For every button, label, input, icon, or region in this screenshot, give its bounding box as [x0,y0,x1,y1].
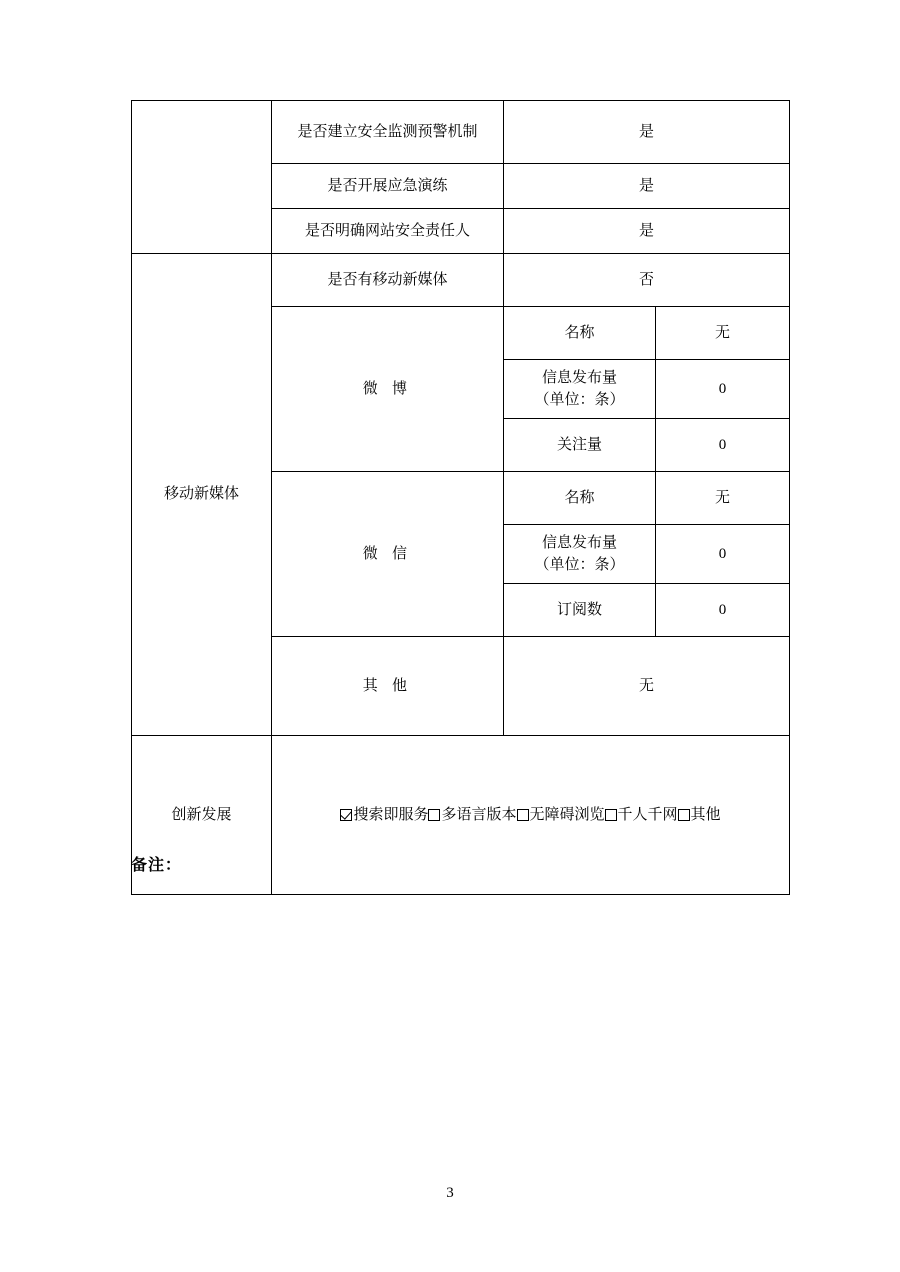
innovation-option-2-label: 无障碍浏览 [529,806,605,823]
other-media-label: 其 他 [272,637,504,736]
innovation-option-3-label: 千人千网 [617,806,678,823]
weibo-item-1-name [504,360,656,419]
checkbox-empty-icon[interactable] [517,809,529,821]
security-row-0-value: 是 [504,101,790,164]
page-number: 3 [446,1185,454,1201]
weibo-item-0-value: 无 [656,307,790,360]
innovation-options-cell [272,736,790,895]
weixin-label: 微 信 [272,472,504,637]
other-media-value: 无 [504,637,790,736]
innovation-option-4-label: 其他 [690,806,721,823]
weixin-item-1-name-line1: 信息发布量 [541,534,617,551]
security-row-1-label: 是否开展应急演练 [272,164,504,209]
weixin-item-1-value: 0 [656,525,790,584]
innovation-option-3[interactable] [605,804,678,827]
innovation-option-1-label: 多语言版本 [441,806,517,823]
weibo-item-1-name-line2: （单位：条） [534,392,625,408]
weixin-item-0-value: 无 [656,472,790,525]
innovation-option-1[interactable] [428,804,516,827]
weibo-item-1-name-line1: 信息发布量 [541,369,617,386]
security-row-1-value: 是 [504,164,790,209]
innovation-option-4[interactable] [678,804,721,827]
weibo-item-1-value: 0 [656,360,790,419]
weixin-item-2-value: 0 [656,584,790,637]
remark-label: 备注： [131,857,182,874]
weixin-item-1-name-line2: （单位：条） [534,557,625,573]
table-row [132,101,790,164]
weixin-item-2-name: 订阅数 [504,584,656,637]
annual-report-table [131,100,790,895]
security-row-0-label: 是否建立安全监测预警机制 [272,101,504,164]
checkbox-empty-icon[interactable] [678,809,690,821]
innovation-option-2[interactable] [517,804,605,827]
innovation-option-0[interactable] [340,804,428,827]
security-section-label-cell [132,101,272,254]
checkbox-empty-icon[interactable] [428,809,440,821]
has-new-media-label: 是否有移动新媒体 [272,254,504,307]
weixin-item-1-name [504,525,656,584]
security-row-2-value: 是 [504,209,790,254]
weibo-item-2-value: 0 [656,419,790,472]
checkbox-empty-icon[interactable] [605,809,617,821]
innovation-checkbox-row [276,804,785,827]
table-row [132,736,790,895]
has-new-media-value: 否 [504,254,790,307]
innovation-option-0-label: 搜索即服务 [353,806,429,823]
weibo-item-0-name: 名称 [504,307,656,360]
checkbox-checked-icon[interactable] [340,809,352,821]
innovation-section-label: 创新发展 [132,736,272,895]
table-row [132,254,790,307]
weixin-item-0-name: 名称 [504,472,656,525]
new-media-section-label: 移动新媒体 [132,254,272,736]
weibo-label: 微 博 [272,307,504,472]
weibo-item-2-name: 关注量 [504,419,656,472]
security-row-2-label: 是否明确网站安全责任人 [272,209,504,254]
